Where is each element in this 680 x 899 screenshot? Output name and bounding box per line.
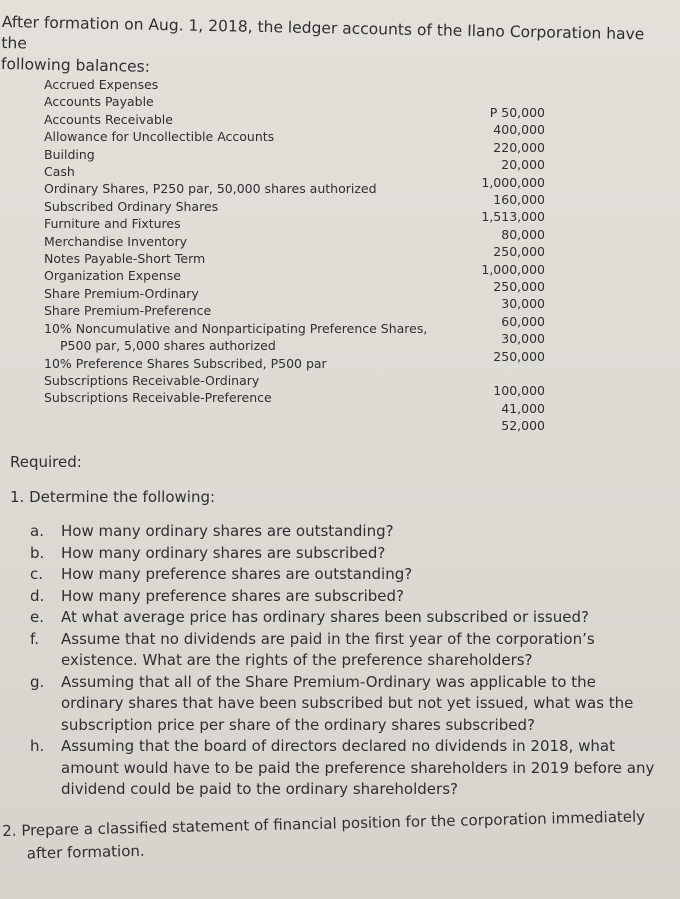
list-item: [30, 564, 655, 586]
account-names-list: [44, 76, 428, 407]
account-amount: 30,000: [501, 296, 545, 312]
item-letter: f.: [30, 629, 39, 648]
account-amount: 100,000: [493, 383, 545, 399]
amount-spacer: [470, 365, 545, 382]
item-letter: g.: [30, 672, 45, 691]
account-name: Organization Expense: [44, 268, 181, 284]
account-name: Accrued Expenses: [44, 77, 159, 92]
item-text: How many preference shares are subscribed?: [61, 586, 405, 605]
account-amount: 1,000,000: [481, 174, 545, 190]
account-amount: 20,000: [501, 157, 545, 173]
account-name-continuation: P500 par, 5,000 shares authorized: [60, 338, 276, 354]
list-item: [30, 736, 655, 801]
item-letter: d.: [30, 586, 45, 605]
account-amount: P 50,000: [489, 105, 545, 120]
account-name: Subscribed Ordinary Shares: [44, 198, 219, 214]
account-amount: 1,513,000: [481, 209, 545, 225]
account-amount: 250,000: [493, 244, 545, 260]
account-amount: 41,000: [501, 400, 545, 416]
item-text: How many ordinary shares are subscribed?: [61, 543, 386, 562]
account-amount: 1,000,000: [481, 261, 545, 277]
list-item: [30, 586, 655, 608]
list-item: [30, 543, 655, 565]
account-name: Accounts Payable: [44, 94, 154, 110]
item-text: At what average price has ordinary shares been subscribed or issued?: [61, 608, 589, 626]
item-letter: h.: [30, 737, 45, 755]
item-text: How many preference shares are outstanding?: [61, 565, 413, 583]
account-name: Cash: [44, 164, 75, 180]
account-amount: 52,000: [501, 417, 545, 433]
account-name: Subscriptions Receivable-Preference: [44, 390, 272, 406]
account-name: Ordinary Shares, P250 par, 50,000 shares authorized: [44, 181, 377, 197]
account-name: 10% Noncumulative and Nonparticipating Preference Shares,: [44, 320, 428, 336]
list-item: [30, 607, 655, 629]
item-letter: a.: [30, 522, 44, 540]
account-amount: 80,000: [501, 226, 545, 242]
item-text: Assuming that all of the Share Premium-Ordinary was applicable to the ordinary shares that have been subscribed but not yet issued, what was the subscription price per share of the ordinary shares subscribed?: [61, 672, 634, 734]
question-2: [2, 805, 653, 866]
question-2-line-1: 2. Prepare a classified statement of financial position for the corporation immediately: [2, 807, 646, 840]
account-amounts-list: [470, 104, 545, 434]
question-1-label: 1. Determine the following:: [10, 488, 216, 506]
account-amount: 30,000: [501, 331, 545, 347]
item-letter: b.: [30, 543, 45, 562]
item-letter: c.: [30, 565, 44, 583]
account-amount: 220,000: [493, 139, 545, 155]
account-name: Furniture and Fixtures: [44, 216, 181, 232]
item-text: Assume that no dividends are paid in the first year of the corporation’s existence. What are the rights of the preference shareholders?: [61, 629, 595, 669]
account-amount: 400,000: [493, 122, 545, 138]
account-name: Notes Payable-Short Term: [44, 251, 206, 267]
account-name: Allowance for Uncollectible Accounts: [44, 129, 275, 145]
intro-line-2: following balances:: [0, 54, 151, 76]
account-amount: 60,000: [501, 313, 545, 329]
item-text: How many ordinary shares are outstanding?: [61, 522, 394, 540]
list-item: [30, 672, 655, 737]
account-name: Share Premium-Preference: [44, 303, 212, 319]
intro-line-1: After formation on Aug. 1, 2018, the ledger accounts of the Ilano Corporation have the: [1, 12, 645, 53]
list-item: [30, 521, 655, 543]
account-name: Building: [44, 146, 95, 162]
list-item: [30, 629, 655, 672]
account-name: 10% Preference Shares Subscribed, P500 par: [44, 355, 327, 371]
account-name: Merchandise Inventory: [44, 233, 188, 249]
question-1-items: [30, 521, 655, 801]
account-amount: 160,000: [493, 192, 545, 208]
account-amount: 250,000: [493, 348, 545, 364]
account-amount: 250,000: [493, 279, 545, 295]
required-heading: Required:: [10, 453, 82, 471]
account-name: Subscriptions Receivable-Ordinary: [44, 372, 260, 388]
account-name: Accounts Receivable: [44, 111, 173, 127]
item-text: Assuming that the board of directors declared no dividends in 2018, what amount would have to be paid the preference shareholders in 2019 before any dividend could be paid to the ordinary shareholders?: [61, 737, 655, 798]
question-2-line-2: after formation.: [26, 841, 145, 863]
item-letter: e.: [30, 608, 44, 626]
account-name: Share Premium-Ordinary: [44, 285, 199, 301]
